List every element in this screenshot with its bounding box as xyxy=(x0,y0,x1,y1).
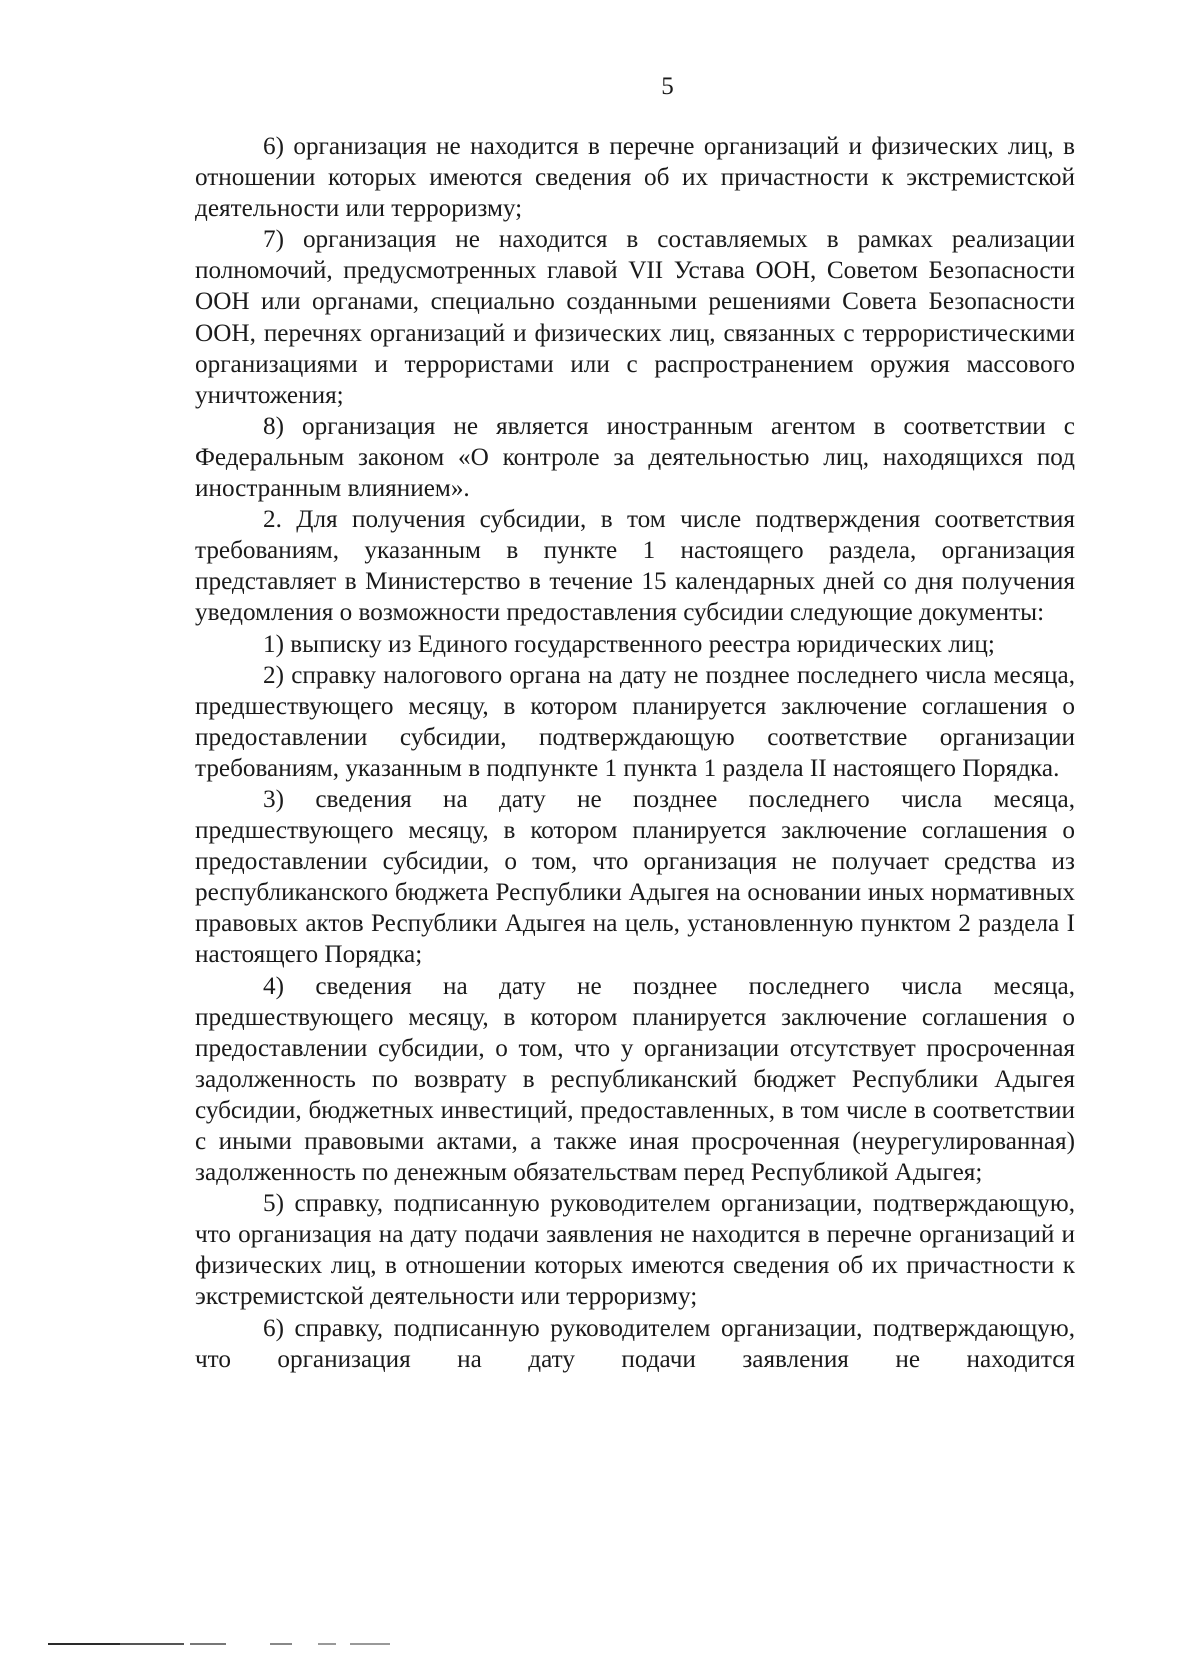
scan-edge-line xyxy=(270,1643,292,1645)
page-number: 5 xyxy=(661,73,674,100)
scan-edge-line xyxy=(48,1643,120,1645)
paragraph-doc-4-overdue-debt: 4) сведения на дату не позднее последнего числа месяца, предшествующего месяцу, в котором планируется заключение соглашения о предоставлении субсидии, о том, что у организации отсутствует просроченная задолженность по возврату в республиканский бюджет Республики Адыгея субсидии, бюджетных инвестиций, предоставленных, в том числе в соответствии с иными правовыми актами, а также иная просроченная (неурегулированная) задолженность по денежным обязательствам перед Республикой Адыгея; xyxy=(195,972,1075,1187)
paragraph-doc-6-certificate: 6) справку, подписанную руководителем организации, подтверждающую, что организация на дату подачи заявления не находится xyxy=(195,1314,1075,1373)
paragraph-item-7-un-lists: 7) организация не находится в составляемых в рамках реализации полномочий, предусмотренных главой VII Устава ООН, Советом Безопасности ООН или органами, специально созданными решениями Совета Безопасности ООН, перечнях организаций и физических лиц, связанных с террористическими организациями и террористами или с распространением оружия массового уничтожения; xyxy=(195,226,1075,409)
document-body xyxy=(195,131,1075,1375)
paragraph-doc-2-tax-certificate: 2) справку налогового органа на дату не позднее последнего числа месяца, предшествующего месяцу, в котором планируется заключение соглашения о предоставлении субсидии, подтверждающую соответствие организации требованиям, указанным в подпункте 1 пункта 1 раздела II настоящего Порядка. xyxy=(195,661,1075,782)
paragraph-section-2-documents: 2. Для получения субсидии, в том числе подтверждения соответствия требованиям, указанным в пункте 1 настоящего раздела, организация представляет в Министерство в течение 15 календарных дней со дня получения уведомления о возможности предоставления субсидии следующие документы: xyxy=(195,506,1075,627)
scan-edge-line xyxy=(120,1643,184,1645)
scan-edge-line xyxy=(190,1643,226,1645)
scan-edge-line xyxy=(350,1643,390,1645)
paragraph-doc-3-budget-funds: 3) сведения на дату не позднее последнего числа месяца, предшествующего месяцу, в котором планируется заключение соглашения о предоставлении субсидии, о том, что организация не получает средства из республиканского бюджета Республики Адыгея на основании иных нормативных правовых актов Республики Адыгея на цель, установленную пунктом 2 раздела I настоящего Порядка; xyxy=(195,785,1075,969)
paragraph-doc-1-registry-extract: 1) выписку из Единого государственного реестра юридических лиц; xyxy=(263,630,995,658)
paragraph-doc-5-extremism-certificate: 5) справку, подписанную руководителем организации, подтверждающую, что организация на дату подачи заявления не находится в перечне организаций и физических лиц, в отношении которых имеются сведения об их причастности к экстремистской деятельности или терроризму; xyxy=(195,1190,1075,1311)
scan-edge-line xyxy=(318,1643,336,1645)
paragraph-item-8-foreign-agent: 8) организация не является иностранным агентом в соответствии с Федеральным законом «О контроле за деятельностью лиц, находящихся под иностранным влиянием». xyxy=(195,412,1075,503)
paragraph-item-6-extremism: 6) организация не находится в перечне организаций и физических лиц, в отношении которых имеются сведения об их причастности к экстремистской деятельности или терроризму; xyxy=(195,133,1075,223)
